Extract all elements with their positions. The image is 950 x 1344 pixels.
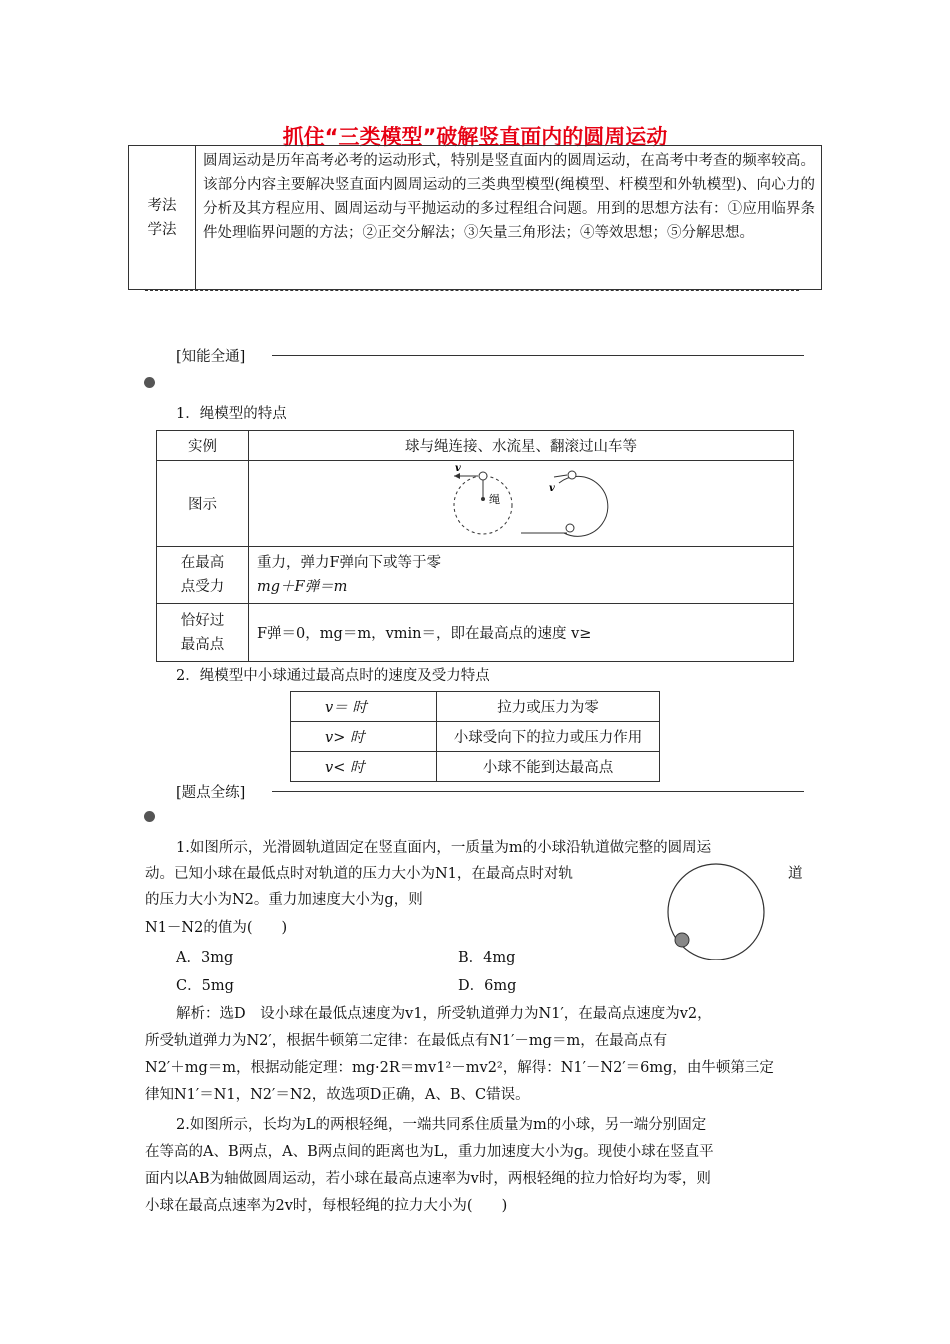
table-cell: 在最高 点受力 [157,547,249,604]
circular-track-figure [660,862,772,960]
option-d: D．6mg [458,978,517,994]
page-title: 抓住“三类模型”破解竖直面内的圆周运动 [282,125,668,149]
section-heading-practice: [题点全练] [176,785,246,801]
table-cell: 实例 [157,431,249,461]
analysis-line: N2′＋mg＝m，根据动能定理：mg·2R＝mv1²－mv2²，解得：N1′－N2′＝6mg，由牛顿第三定 [145,1060,774,1076]
item-heading-velocity: 2．绳模型中小球通过最高点时的速度及受力特点 [176,668,490,684]
velocity-arrow-2 [554,475,567,477]
bullet-dot [144,377,155,388]
figure-cell [249,461,794,547]
rope-model-figures [249,461,793,546]
table-cell: F弹＝0，mg＝m，vmin＝，即在最高点的速度 v≥ [249,604,794,662]
table-cell: v< 时 [291,752,437,782]
ball-loop-bottom [566,524,574,532]
question-1-line: 道 [788,866,803,882]
analysis-line: 解析：选D 设小球在最低点速度为v1，所受轨道弹力为N1′，在最高点速度为v2， [176,1006,712,1022]
question-2-line: 面内以AB为轴做圆周运动，若小球在最高点速率为v时，两根轻绳的拉力恰好均为零，则 [145,1171,711,1187]
ball-top [479,472,487,480]
table-cell: 小球受向下的拉力或压力作用 [437,722,660,752]
table-cell: 拉力或压力为零 [437,692,660,722]
analysis-line: 律知N1′＝N1，N2′＝N2，故选项D正确，A、B、C错误。 [145,1087,530,1103]
intro-label: 考法 学法 [129,146,196,289]
rope-model-table [156,430,794,662]
center-point [481,497,485,501]
table-cell: v＝ 时 [291,692,437,722]
table-cell: 球与绳连接、水流星、翻滚过山车等 [249,431,794,461]
table-cell: 小球不能到达最高点 [437,752,660,782]
question-2-line: 小球在最高点速率为2v时，每根轻绳的拉力大小为( ) [145,1198,508,1214]
analysis-line: 所受轨道弹力为N2′，根据牛顿第二定律：在最低点有N1′－mg＝m，在最高点有 [145,1033,668,1049]
section-heading-knowledge: [知能全通] [176,349,246,365]
question-1-line: 动。已知小球在最低点时对轨道的压力大小为N1，在最高点时对轨 [145,866,573,882]
table-cell: v> 时 [291,722,437,752]
option-a: A．3mg [176,950,234,966]
rope-label: 绳 [489,493,500,506]
item-heading-rope-model: 1．绳模型的特点 [176,406,287,422]
heading-rule [272,355,804,356]
table-cell [249,547,794,604]
table-cell: 图示 [157,461,249,547]
option-c: C．5mg [176,978,234,994]
ball-loop-top [568,471,576,479]
heading-rule [272,791,804,792]
question-1-line: N1－N2的值为( ) [145,920,288,936]
option-b: B．4mg [458,950,516,966]
velocity-table [290,691,660,782]
question-2-line: 2.如图所示，长均为L的两根轻绳，一端共同系住质量为m的小球，另一端分别固定 [176,1117,707,1133]
question-1-line: 的压力大小为N2。重力加速度大小为g，则 [145,892,423,908]
force-text-1: 重力，弹力F弹向下或等于零 [257,555,442,571]
intro-text: 圆周运动是历年高考必考的运动形式，特别是竖直面内的圆周运动，在高考中考查的频率较高。该部分内容主要解决竖直面内圆周运动的三类典型模型(绳模型、杆模型和外轨模型)、向心力的分析及其方程应用、圆周运动与平抛运动的多过程组合问题。用到的思想方法有：①应用临界条件处理临界问题的方法；②正交分解法；③矢量三角形法；④等效思想；⑤分解思想。 [203,153,815,241]
bullet-dot [144,811,155,822]
question-2-line: 在等高的A、B两点，A、B两点间的距离也为L，重力加速度大小为g。现使小球在竖直平 [145,1144,714,1160]
table-cell: 恰好过 最高点 [157,604,249,662]
dashed-divider [145,290,799,291]
question-1-line: 1.如图所示，光滑圆轨道固定在竖直面内，一质量为m的小球沿轨道做完整的圆周运 [176,840,712,856]
ball [675,933,689,947]
intro-box [128,145,822,290]
velocity-label: v [455,463,461,474]
force-text-2: mg＋F弹＝m [257,579,348,595]
velocity-label-2: v [549,483,555,494]
